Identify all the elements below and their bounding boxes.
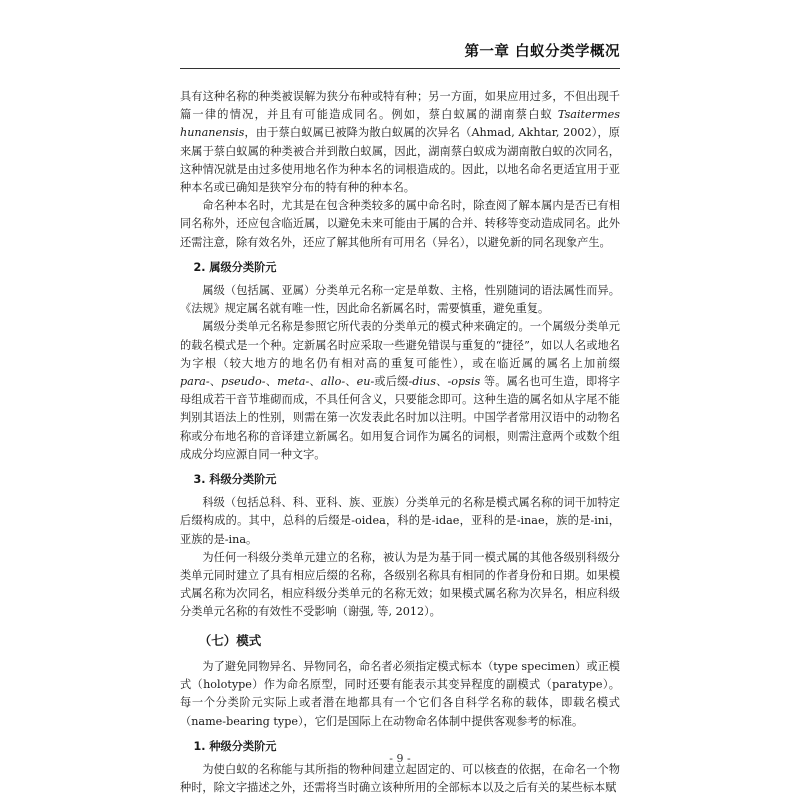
species-name: Tsaitermes hunanensis: [180, 108, 620, 140]
text-run: 属级分类单元名称是参照它所代表的分类单元的模式种来确定的。一个属级分类单元的载名模式是一个种。定新属名时应采取一些避免错误与重复的“捷径”，如以人名或地名为字根（较大地方的地名仍有相对高的重复可能性），或在临近属的属名上加前缀: [180, 320, 620, 370]
paragraph: 为使白蚁的名称能与其所指的物种间建立起固定的、可以核查的依据，在命名一个物种时，除文字描述之外，还需将当时确立该种所用的全部标本以及之后有关的某些标本赋: [180, 762, 620, 795]
prefix-term: meta-: [277, 375, 310, 389]
text-run: 具有这种名称的种类被误解为狭分布种或特有种；另一方面，如果应用过多，不但出现千篇一律的情况，并且有可能造成同名。例如，蔡白蚁属的湖南蔡白蚁: [180, 90, 620, 122]
text-run: 、: [435, 375, 448, 389]
paragraph: [180, 88, 620, 197]
page-number: - 9 -: [389, 752, 411, 765]
text-run: 或后缀: [374, 375, 409, 389]
header-rule: [180, 68, 620, 69]
paragraph: 属级（包括属、亚属）分类单元名称一定是单数、主格，性别随词的语法属性而异。《法规》规定属名就有唯一性，因此命名新属名时，需要慎重，避免重复。: [180, 284, 620, 316]
suffix-term: -dius: [408, 375, 436, 389]
section-heading-types: （七）模式: [198, 632, 262, 648]
prefix-term: para-: [180, 375, 210, 389]
suffix-term: -opsis: [447, 375, 481, 389]
page-body: [180, 88, 620, 797]
text-run: ，由于蔡白蚁属已被降为散白蚁属的次异名（Ahmad, Akhtar, 2002），原来属于蔡白蚁属的种类被合并到散白蚁属，因此，湖南蔡白蚁成为湖南散白蚁的次同名，这种情况就是由过多使用地名作为种本名的词根造成的。因此，以地名命名更适宜用于亚种本名或已确知是狭窄分布的特有种的种本名。: [180, 126, 620, 195]
text-run: 、: [345, 375, 357, 389]
paragraph: 命名种本名时，尤其是在包含种类较多的属中命名时，除查阅了解本属内是否已有相同名称外，还应包含临近属，以避免未来可能由于属的合并、转移等变动造成同名。此外还需注意，除有效名外，还应了解其他所有可用名（异名），以避免新的同名现象产生。: [180, 199, 620, 249]
section-heading-family: 3. 科级分类阶元: [193, 473, 277, 487]
chapter-title: 第一章 白蚁分类学概况: [464, 44, 620, 60]
paragraph: [180, 318, 620, 464]
prefix-term: pseudo-: [221, 375, 266, 389]
section-heading-genus: 2. 属级分类阶元: [193, 260, 277, 274]
text-run: 、: [309, 375, 321, 389]
paragraph: 为任何一科级分类单元建立的名称，被认为是为基于同一模式属的其他各级别科级分类单元同时建立了具有相应后缀的名称，各级别名称具有相同的作者身份和日期。如果模式属名称为次同名，相应科级分类单元的名称无效；如果模式属名称为次异名，相应科级分类单元名称的有效性不受影响（谢强, 等, 2012）。: [180, 550, 620, 619]
paragraph: 科级（包括总科、科、亚科、族、亚族）分类单元的名称是模式属名称的词干加特定后缀构成的。其中，总科的后缀是-oidea，科的是-idae，亚科的是-inae，族的是-ini，亚族的是-ina。: [180, 496, 620, 546]
prefix-term: allo-: [320, 375, 346, 389]
text-run: 、: [265, 375, 278, 389]
text-run: 等。属名也可生造，即将字母组成若干音节堆砌而成，不具任何含义，只要能念即可。这种生造的属名如从字尾不能判别其语法上的性别，则需在第一次发表此名时加以注明。中国学者常用汉语中的动物名称或分布地名称的音译建立新属名。如用复合词作为属名的词根，则需注意两个或数个组成成分均应源自同一种文字。: [180, 375, 620, 461]
text-run: 、: [209, 375, 222, 389]
prefix-term: eu-: [356, 375, 375, 389]
paragraph: 为了避免同物异名、异物同名，命名者必须指定模式标本（type specimen）或正模式（holotype）作为命名原型，同时还要有能表示其变异程度的副模式（paratype）。每一个分类阶元实际上或者潜在地都具有一个它们各自科学名称的载体，即载名模式（name-bearing type），它们是国际上在动物命名体制中提供客观参考的标准。: [180, 659, 620, 728]
section-heading-species: 1. 种级分类阶元: [193, 739, 277, 753]
